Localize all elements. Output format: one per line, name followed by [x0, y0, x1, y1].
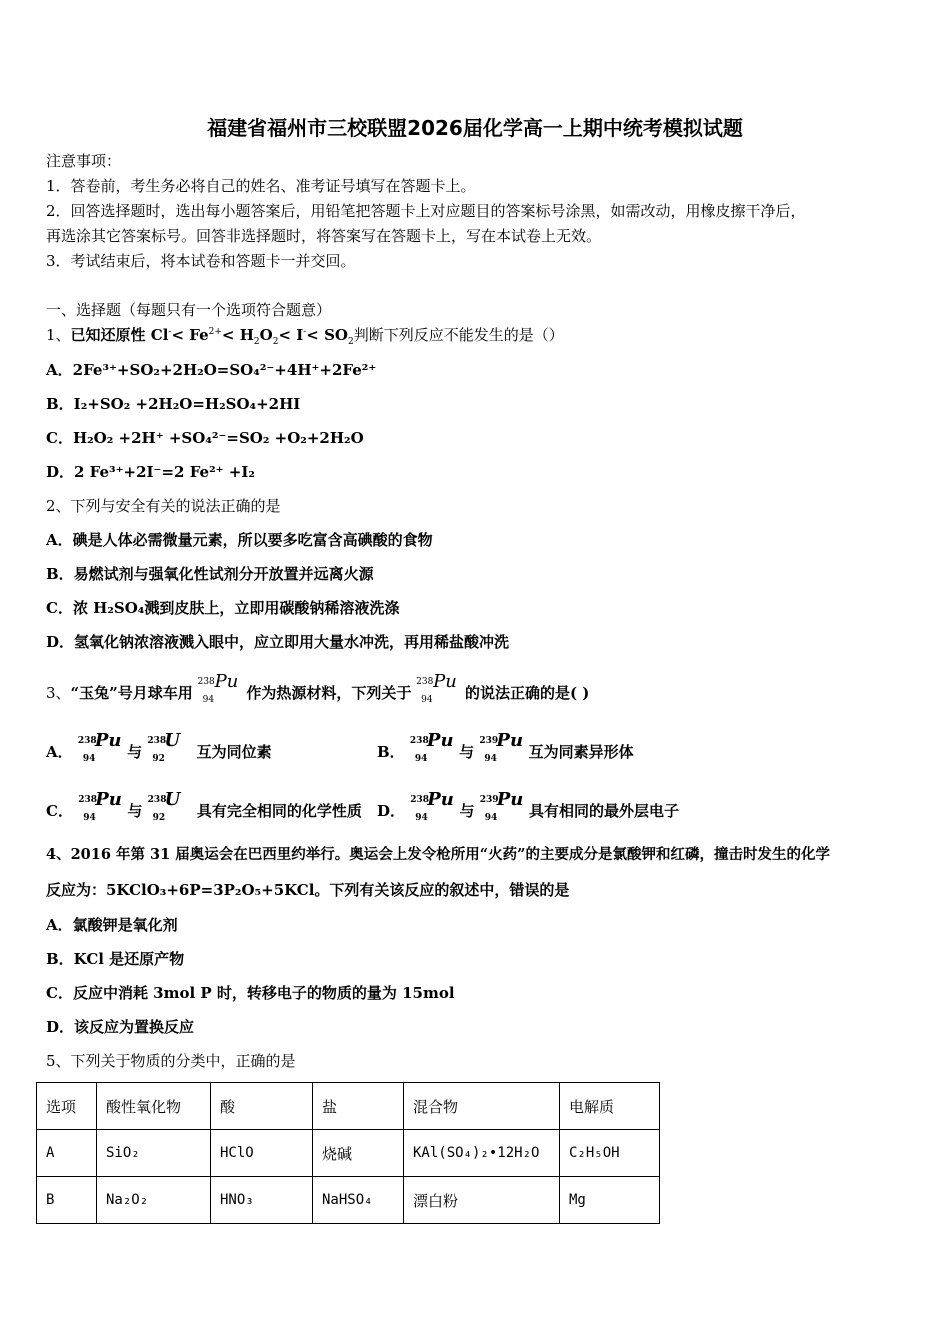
notice-item: 2．回答选择题时，选出每小题答案后，用铅笔把答题卡上对应题目的答案标号涂黑，如需改动，用橡皮擦干净后，: [46, 202, 806, 220]
table-header-row: [37, 1083, 660, 1130]
u238-nuclide: 238 92 U: [147, 789, 181, 823]
notice-item: 3．考试结束后，将本试卷和答题卡一并交回。: [46, 252, 356, 270]
pu239-nuclide: 239 94 Pu: [479, 730, 524, 764]
q1-option-b: B．I₂+SO₂ +2H₂O=H₂SO₄+2HI: [46, 395, 301, 413]
q2-option-a: A．碘是人体必需微量元素，所以要多吃富含高碘酸的食物: [46, 531, 433, 549]
table-cell: KAl(SO₄)₂•12H₂O: [404, 1130, 560, 1177]
q3-option-d: D． 238 94 Pu 与 239 94 Pu 具有相同的最外层电子: [377, 789, 679, 823]
q3-option-b: B． 238 94 Pu 与 239 94 Pu 互为同素异形体: [377, 730, 634, 764]
pu238-nuclide: 238 94 Pu: [410, 789, 454, 823]
table-cell: HNO₃: [211, 1177, 313, 1224]
q1-option-a: A．2Fe³⁺+SO₂+2H₂O=SO₄²⁻+4H⁺+2Fe²⁺: [46, 361, 377, 379]
q1-option-d: D．2 Fe³⁺+2I⁻=2 Fe²⁺ +I₂: [46, 463, 255, 481]
table-cell: B: [37, 1177, 97, 1224]
q1-stem: 1、已知还原性 $Cl^-< Fe^{2+}< H_2O_2< I^-< SO_2$判断下列反应不能发生的是（）: [46, 326, 564, 347]
table-cell: HClO: [211, 1130, 313, 1177]
notice-item: 1．答卷前，考生务必将自己的姓名、准考证号填写在答题卡上。: [46, 177, 476, 195]
table-header-cell: 选项: [37, 1083, 97, 1130]
classification-table: [36, 1082, 660, 1224]
table-cell: 烧碱: [313, 1130, 404, 1177]
q2-stem: 2、下列与安全有关的说法正确的是: [46, 497, 281, 515]
q4-option-c: C．反应中消耗 3mol P 时，转移电子的物质的量为 15mol: [46, 984, 455, 1002]
section-heading: 一、选择题（每题只有一个选项符合题意）: [46, 301, 332, 319]
q4-option-d: D．该反应为置换反应: [46, 1018, 195, 1036]
q4-option-b: B．KCl 是还原产物: [46, 950, 185, 968]
q4-stem-line2: 反应为：5KClO₃+6P=3P₂O₅+5KCl。下列有关该反应的叙述中，错误的是: [46, 881, 570, 899]
q2-option-d: D．氢氧化钠浓溶液溅入眼中，应立即用大量水冲洗，再用稀盐酸冲洗: [46, 633, 510, 651]
pu238-nuclide: 238 94 Pu: [78, 789, 122, 823]
q5-stem: 5、下列关于物质的分类中，正确的是: [46, 1052, 296, 1070]
table-header-cell: 盐: [313, 1083, 404, 1130]
table-cell: Na₂O₂: [97, 1177, 211, 1224]
table-row: [37, 1177, 660, 1224]
table-cell: A: [37, 1130, 97, 1177]
table-header-cell: 电解质: [560, 1083, 660, 1130]
notice-heading: 注意事项：: [46, 152, 122, 170]
table-header-cell: 酸性氧化物: [97, 1083, 211, 1130]
table-row: [37, 1130, 660, 1177]
table-cell: Mg: [560, 1177, 660, 1224]
q3-option-c: C． 238 94 Pu 与 238 92 U 具有完全相同的化学性质: [46, 789, 362, 823]
table-header-cell: 酸: [211, 1083, 313, 1130]
notice-item: 再选涂其它答案标号。回答非选择题时，将答案写在答题卡上，写在本试卷上无效。: [46, 227, 602, 245]
q3-option-a: A． 238 94 Pu 与 238 92 U 互为同位素: [46, 730, 272, 764]
pu238-nuclide: 238 94 Pu: [409, 730, 454, 764]
page-title: 福建省福州市三校联盟2026届化学高一上期中统考模拟试题: [207, 116, 743, 140]
table-cell: 漂白粉: [404, 1177, 560, 1224]
u238-nuclide: 238 92 U: [147, 730, 181, 764]
table-header-cell: 混合物: [404, 1083, 560, 1130]
pu239-nuclide: 239 94 Pu: [479, 789, 524, 823]
q4-option-a: A．氯酸钾是氧化剂: [46, 916, 178, 934]
pu238-nuclide: 238 94 Pu: [77, 730, 122, 764]
pu238-nuclide: 238 94 Pu: [416, 671, 457, 705]
table-cell: SiO₂: [97, 1130, 211, 1177]
q2-option-b: B．易燃试剂与强氧化性试剂分开放置并远离火源: [46, 565, 374, 583]
pu238-nuclide: 238 94 Pu: [197, 671, 239, 705]
table-cell: NaHSO₄: [313, 1177, 404, 1224]
q1-option-c: C．H₂O₂ +2H⁺ +SO₄²⁻=SO₂ +O₂+2H₂O: [46, 429, 364, 447]
table-cell: C₂H₅OH: [560, 1130, 660, 1177]
q2-option-c: C．浓 H₂SO₄溅到皮肤上，立即用碳酸钠稀溶液洗涤: [46, 599, 400, 617]
q3-stem: 3、“玉兔”号月球车用 238 94 Pu 作为热源材料，下列关于 238 94 Pu 的说法正确的是( ): [46, 671, 590, 705]
q4-stem-line1: 4、2016 年第 31 届奥运会在巴西里约举行。奥运会上发令枪所用“火药”的主要成分是氯酸钾和红磷，撞击时发生的化学: [46, 846, 830, 863]
